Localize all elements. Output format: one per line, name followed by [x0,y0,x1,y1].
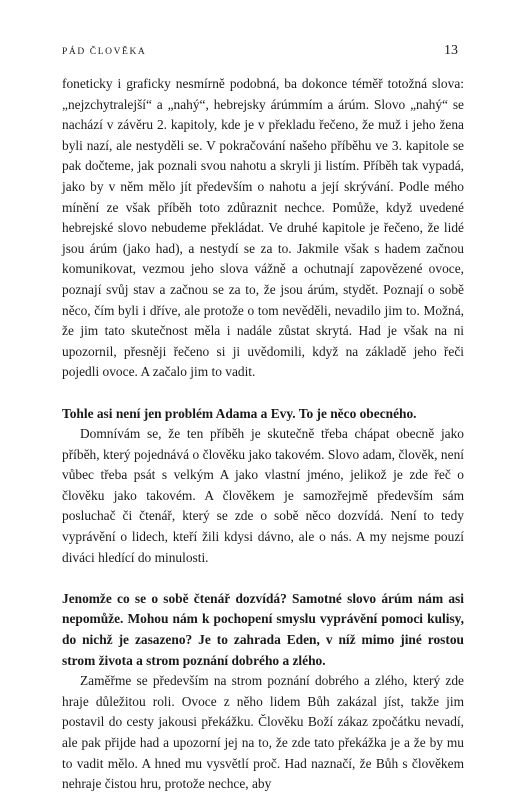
interview-question: Tohle asi není jen problém Adama a Evy. To je něco obecného. [62,405,417,421]
paragraph-continuation: foneticky i graficky nesmírně podobná, ba dokonce téměř totožná slova: „nejzchytralejší“ a „nahý“, hebrejsky árúmmím a árúm. Slovo „nahý“ se nachází v závěru 2. kapitoly, kde je v překladu řečeno, že muž i jeho žena byli nazí, ale nestyděli se. V pokračování našeho příběhu ve 3. kapitole se pak dočteme, jak poznali svou nahotu a skryli ji listím. Příběh tak vypadá, jako by v něm mělo jít především o nahotu a její skrývání. Podle mého mínění ze však příběh toto zdůraznit nechce. Pomůže, když uvedené hebrejské slovo nebudeme překládat. Ve druhé kapitole je řečeno, že lidé jsou árúm (jako had), a nestydí se za to. Jakmile však s hadem začnou komunikovat, vezmou jeho slova vážně a ochutnají zapovězené ovoce, poznají svůj stav a začnou se za to, že jsou árúm, stydět. Poznají o sobě něco, čím byli i dříve, ale protože o tom nevěděli, nevadilo jim to. Možná, že jim tato skutečnost měla i nadále zůstat skrytá. Had je však na ni upozornil, přesněji řečeno si ji uvědomili, když na základě jeho řeči pojedli ovoce. A začalo jim to vadit. [62,76,464,380]
interview-question: Jenomže co se o sobě čtenář dozvídá? Samotné slovo árúm nám asi nepomůže. Mohou nám k pochopení smyslu vyprávění pomoci kulisy, do nichž je zasazeno? Je to zahrada Eden, v níž mimo jiné rostou strom života a strom poznání dobrého a zlého. [62,590,464,668]
body-text [62,74,464,795]
running-title: PÁD ČLOVĚKA [62,47,147,57]
answer-paragraph: Domnívám se, že ten příběh je skutečně třeba chápat obecně jako příběh, který pojednává o člověku jako takovém. Slovo adam, člověk, není vůbec třeba psát s velkým A jako vlastní jméno, jelikož je zde řeč o člověku jako takovém. A člověkem je samozřejmě především sám posluchač či čtenář, který se zde o sobě něco dozvídá. Není to tedy vyprávění o lidech, kteří žili kdysi dávno, ale o nás. A my nejsme pouzí diváci hledící do minulosti. [62,426,464,565]
page-number: 13 [444,43,458,58]
answer-paragraph: Zaměřme se především na strom poznání dobrého a zlého, který zde hraje důležitou roli. Ovoce z něho lidem Bůh zakázal jíst, takže jim postavil do cesty jakousi překážku. Člověku Boží zákaz zpočátku nevadí, ale pak přijde had a upozorní jej na to, že zde tato překážka je a že by mu to vadit mělo. A hned mu vysvětlí proč. Had naznačí, že Bůh s člověkem nehraje čistou hru, protože nechce, aby [62,673,464,792]
